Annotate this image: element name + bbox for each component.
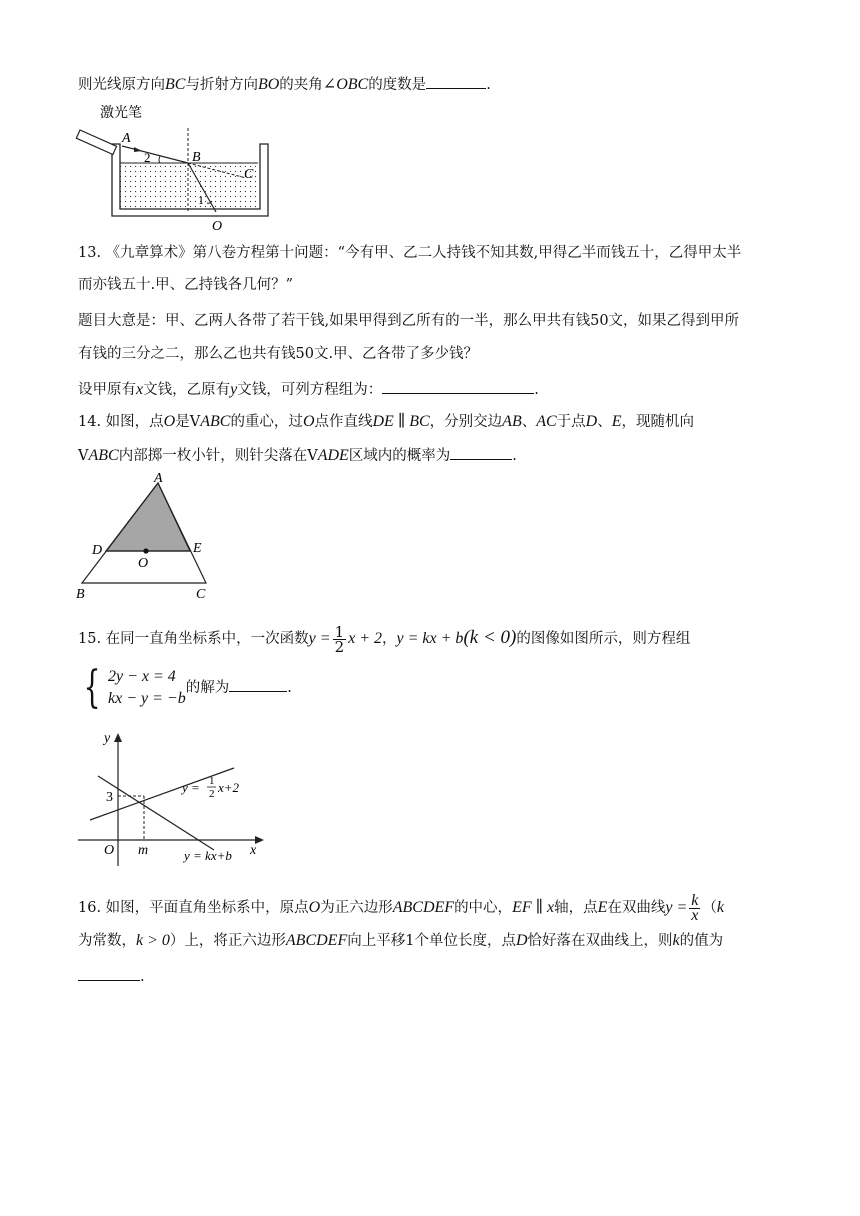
q13-text: 《九章算术》第八卷方程第十问题：“今有甲、乙二人持钱不知其数,甲得乙半而钱五十，乙得甲太半 (105, 245, 742, 261)
q16-text: 向上平移1个单位长度，点 (347, 933, 516, 949)
answer-blank[interactable] (450, 445, 512, 460)
laser-pen-label: 激光笔 (100, 106, 142, 121)
q16-end: . (140, 969, 145, 985)
q16-text: 的中心， (454, 900, 513, 916)
q12-angle: ∠OBC (322, 76, 369, 93)
function-1-lhs: y = (308, 630, 331, 647)
label-a: A (122, 131, 131, 146)
q15-line-1 (78, 618, 690, 659)
line-2-label: y = kx+b (184, 848, 232, 863)
q14-text: 的重心，过 (230, 414, 303, 430)
q13-text: 文钱，可列方程组为： (237, 382, 383, 398)
equation-2: kx − y = −b (108, 690, 186, 707)
q14-figure (74, 470, 224, 602)
q12-text: 的夹角 (279, 77, 323, 93)
q16-text: ）上，将正六边形 (169, 933, 286, 949)
parallel-de-bc: DE ∥ BC (372, 413, 430, 430)
question-number: 14. (78, 414, 102, 430)
q13-line-5 (78, 379, 539, 400)
function-2: y = kx + b (396, 630, 464, 647)
q15-figure (74, 726, 274, 871)
label-angle-1: 1 (198, 193, 204, 207)
line-1-num: 1 (209, 775, 215, 787)
q14-text: 点作直线 (314, 414, 373, 430)
q16-line-2 (78, 931, 723, 951)
x-axis-arrow (255, 836, 264, 844)
q13-text: 而亦钱五十.甲、乙持钱各几何？” (78, 277, 294, 293)
q12-bc: BC (165, 76, 186, 93)
triangle-ade: ADE (317, 447, 349, 464)
point-d: D (515, 932, 528, 949)
k-condition: (k < 0) (463, 627, 517, 648)
equation-1: 2y − x = 4 (108, 668, 176, 685)
q16-line-3 (78, 966, 145, 987)
fraction-numerator: 1 (334, 622, 345, 641)
q15-text: 的图像如图所示，则方程组 (516, 631, 691, 647)
q14-end: . (512, 448, 517, 464)
fraction-numerator: k (691, 891, 699, 909)
q16-text: 恰好落在双曲线上，则 (527, 933, 673, 949)
q16-text: 在双曲线 (607, 900, 666, 916)
incident-ray (122, 146, 188, 163)
label-o: O (104, 843, 115, 858)
q12-line (78, 74, 491, 95)
triangle-symbol: V (78, 448, 89, 464)
triangle-symbol: V (189, 414, 201, 430)
function-1-rhs: x + 2 (348, 630, 383, 647)
point-o: O (163, 413, 176, 430)
q13-line-4 (78, 344, 478, 364)
point-o: O (302, 413, 315, 430)
line-1-den: 2 (209, 788, 215, 800)
side-ac: AC (536, 413, 557, 430)
var-y: y (230, 381, 238, 398)
q12-figure (74, 100, 274, 235)
fraction-denominator: x (691, 906, 699, 924)
triangle-abc: ABC (88, 447, 119, 464)
q13-line-1 (78, 243, 741, 263)
equation-system (78, 662, 186, 713)
q16-text: 轴，点 (554, 900, 598, 916)
label-c: C (196, 587, 206, 602)
question-number: 15. (78, 631, 102, 647)
q16-text: 的值为 (679, 933, 724, 949)
q13-end: . (534, 382, 539, 398)
answer-blank[interactable] (229, 677, 287, 692)
var-k: k (716, 899, 725, 916)
q14-text: 区域内的概率为 (348, 448, 451, 464)
q14-text: 如图，点 (105, 414, 164, 430)
brace: { (83, 662, 101, 713)
q16-text: 如图，平面直角坐标系中，原点 (105, 900, 309, 916)
label-o: O (138, 556, 149, 571)
var-k: k (672, 932, 680, 949)
q15-text: 在同一直角坐标系中，一次函数 (105, 631, 309, 647)
laser-pen (76, 130, 116, 154)
q13-text: 题目大意是：甲、乙两人各带了若干钱,如果甲得到乙所有的一半，那么甲共有钱50文，如果乙得到甲所 (78, 313, 740, 329)
var-x: x (136, 381, 144, 398)
label-e: E (193, 541, 202, 556)
answer-blank[interactable] (78, 966, 140, 981)
point-d: D (585, 413, 598, 430)
q15-text: 的解为 (185, 680, 230, 696)
q12-text: 则光线原方向 (78, 77, 165, 93)
q12-bo: BO (257, 76, 280, 93)
q14-text: 是 (175, 414, 190, 430)
parallel-ef-x: EF ∥ x (512, 899, 555, 916)
q14-text: 内部掷一枚小针，则针尖落在 (118, 448, 308, 464)
hyperbola-lhs: y = (665, 899, 688, 916)
q14-text: 、 (597, 414, 612, 430)
q13-text: 有钱的三分之二，那么乙也共有钱50文.甲、乙各带了多少钱？ (78, 346, 479, 362)
q13-text: 文钱，乙原有 (143, 382, 231, 398)
k-condition: k > 0 (136, 932, 170, 949)
q15-text: ， (382, 631, 397, 647)
answer-blank[interactable] (382, 379, 534, 394)
label-a: A (154, 471, 163, 486)
label-c: C (244, 167, 254, 182)
label-x: x (250, 843, 257, 858)
point-o: O (308, 899, 321, 916)
q14-line-1 (78, 412, 694, 432)
line-1-lhs: y = (182, 780, 200, 795)
question-number: 16. (78, 900, 102, 916)
q13-line-3 (78, 311, 739, 331)
q15-end: . (287, 680, 292, 696)
label-b: B (192, 150, 201, 165)
label-three: 3 (106, 790, 113, 805)
q16-line-1 (78, 888, 724, 928)
q14-text: 、 (521, 414, 537, 430)
q14-text: ，现随机向 (621, 414, 695, 430)
fraction-k-over-x (689, 891, 700, 924)
hexagon: ABCDEF (392, 899, 455, 916)
label-o: O (212, 219, 223, 234)
q12-text: 的度数是 (368, 77, 427, 93)
water-region (120, 163, 258, 209)
q12-text: 与折射方向 (185, 77, 258, 93)
q14-text: ，分别交边 (429, 414, 503, 430)
fraction-denominator: 2 (334, 637, 345, 656)
centroid-point (143, 548, 148, 553)
q15-line-2 (78, 664, 292, 712)
answer-blank[interactable] (426, 74, 486, 89)
hexagon: ABCDEF (285, 932, 348, 949)
question-number: 13. (78, 245, 102, 261)
q12-end: . (486, 77, 491, 93)
y-axis-arrow (114, 733, 122, 742)
label-b: B (76, 587, 85, 602)
q13-text: 设甲原有 (78, 382, 136, 398)
line-1-rhs: x+2 (218, 780, 240, 795)
label-y: y (104, 731, 111, 746)
label-m: m (138, 843, 149, 858)
triangle-ade-region (106, 483, 190, 551)
q14-line-2 (78, 445, 517, 466)
label-angle-2: 2 (144, 150, 151, 165)
point-e: E (611, 413, 622, 430)
angle-2-mark (159, 156, 160, 163)
label-d: D (92, 543, 103, 558)
q16-text: 为正六边形 (320, 900, 393, 916)
fraction-half (333, 622, 347, 656)
triangle-symbol: V (307, 448, 318, 464)
triangle-abc: ABC (200, 413, 231, 430)
side-ab: AB (502, 413, 522, 430)
q16-text: 为常数， (78, 933, 136, 949)
q14-text: 于点 (556, 414, 586, 430)
point-e: E (597, 899, 608, 916)
q16-text: （ (702, 900, 717, 916)
q13-line-2 (78, 275, 293, 295)
